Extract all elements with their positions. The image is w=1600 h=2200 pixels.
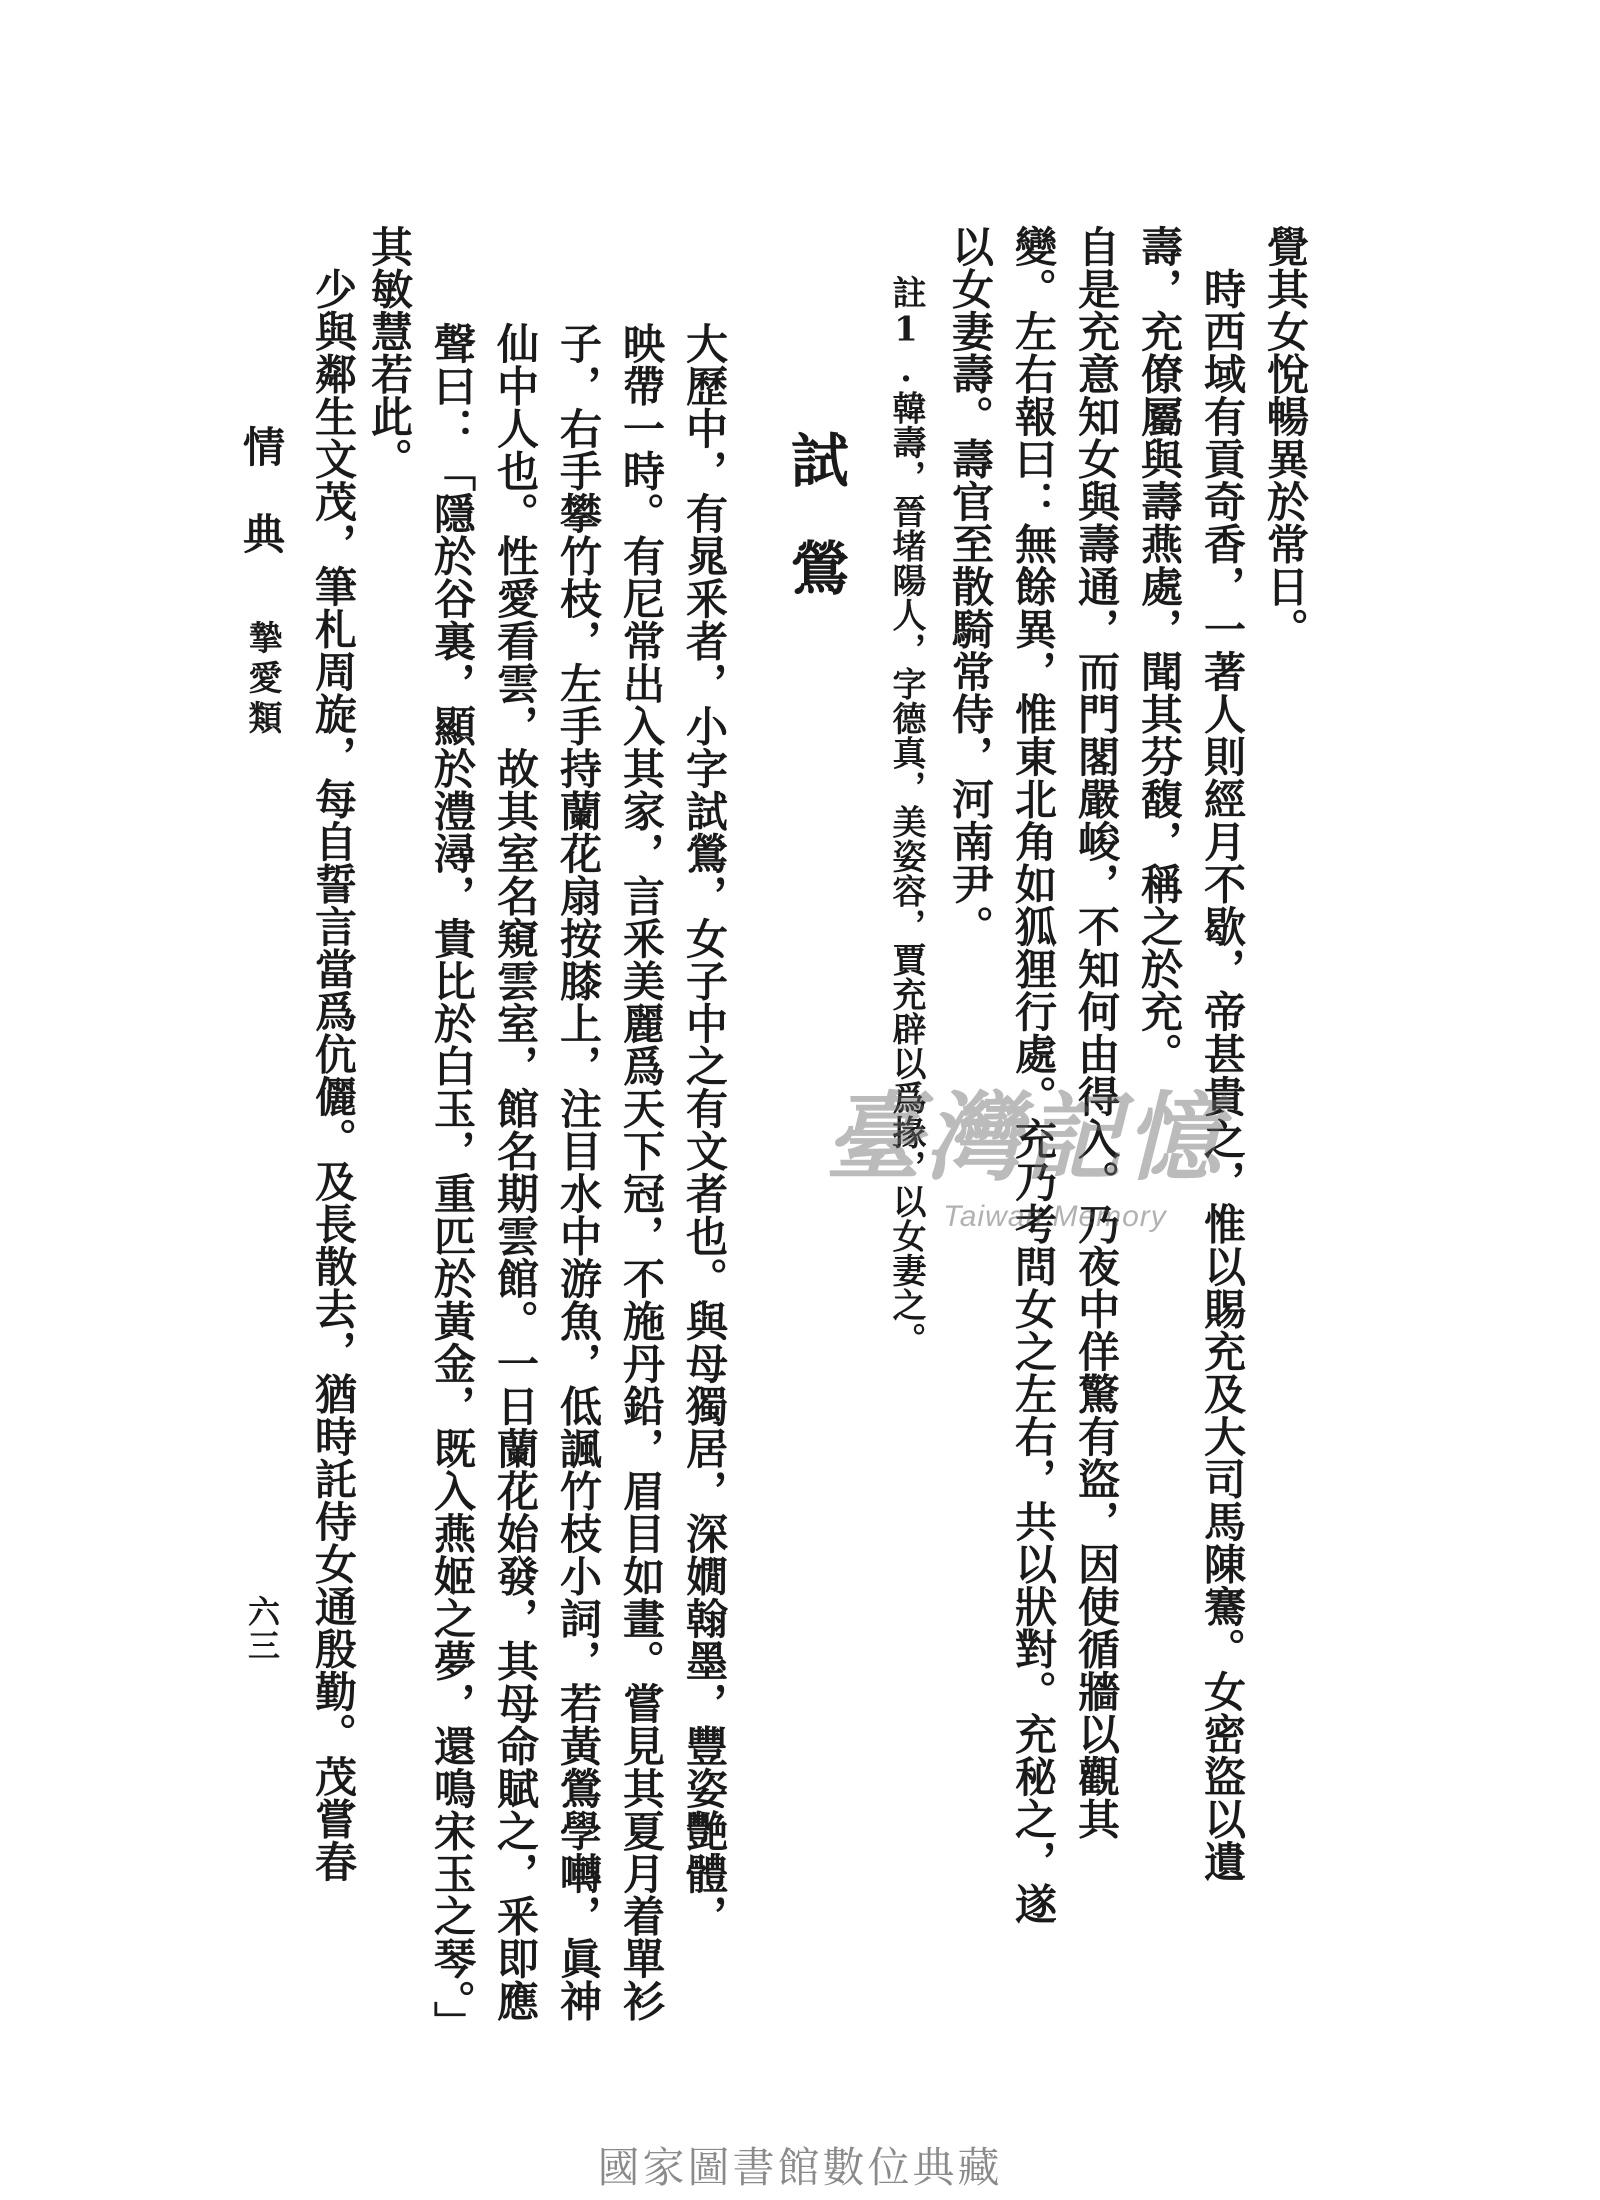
section-title: 試鶯 [781, 430, 849, 646]
watermark-subtitle: Taiwan Memory [943, 1200, 1167, 1233]
running-title: 情典 [237, 425, 286, 599]
text-column-1: 覺其女悅暢異於常日。 [1261, 225, 1310, 650]
text-column-4: 自是充意知女與壽通，而門閣嚴峻，不知何由得入。乃夜中佯驚有盜，因使循牆以觀其 [1072, 225, 1121, 1840]
text-column-2: 時西域有貢奇香，一著人則經月不歇，帝甚貴之，惟以賜充及大司馬陳騫。女密盜以遺 [1198, 225, 1247, 1883]
running-section: 摯愛類 [242, 620, 282, 740]
text-column-9: 子，右手攀竹枝，左手持蘭花扇按膝上，注目水中游魚，低諷竹枝小詞，若黃鶯學囀，眞神 [554, 322, 603, 2022]
footer-credit: 國家圖書館數位典藏 [597, 2143, 1003, 2192]
footnote: 註1.韓壽，晉堵陽人，字德真，美姿容，賈充辟以爲掾，以女妻之。 [886, 275, 926, 1357]
page-number: 六三 [243, 1595, 281, 1663]
watermark-logo-text: 臺灣記憶 [825, 1081, 1225, 1194]
text-column-10: 仙中人也。性愛看雲，故其室名窺雲室，館名期雲館。一日蘭花始發，其母命賦之，釆即應 [491, 322, 540, 2022]
text-column-3: 壽，充僚屬與壽燕處，聞其芬馥，稱之於充。 [1135, 225, 1184, 1075]
text-column-8: 映帶一時。有尼常出入其家，言釆美麗爲天下冠，不施丹鉛，眉目如畫。嘗見其夏月着單衫 [617, 322, 666, 2022]
text-column-5: 變。左右報曰：無餘異，惟東北角如狐狸行處。充乃考問女之左右，共以狀對。充秘之，遂 [1009, 225, 1058, 1925]
text-column-6: 以女妻壽。壽官至散騎常侍，河南尹。 [946, 225, 995, 948]
text-column-12: 其敏慧若此。 [365, 225, 414, 480]
text-column-7: 大歷中，有晁釆者，小字試鶯，女子中之有文者也。與母獨居，深嫺翰墨，豐姿艷體， [680, 322, 729, 1937]
text-column-13: 少與鄰生文茂，筆札周旋，每自誓言當爲伉儷。及長散去，猶時託侍女通殷勤。茂嘗春 [309, 225, 358, 1883]
text-column-11: 聲曰：「隱於谷裏，顯於澧潯，貴比於白玉，重匹於黃金，既入燕姬之夢，還鳴宋玉之琴。」 [428, 322, 477, 2044]
